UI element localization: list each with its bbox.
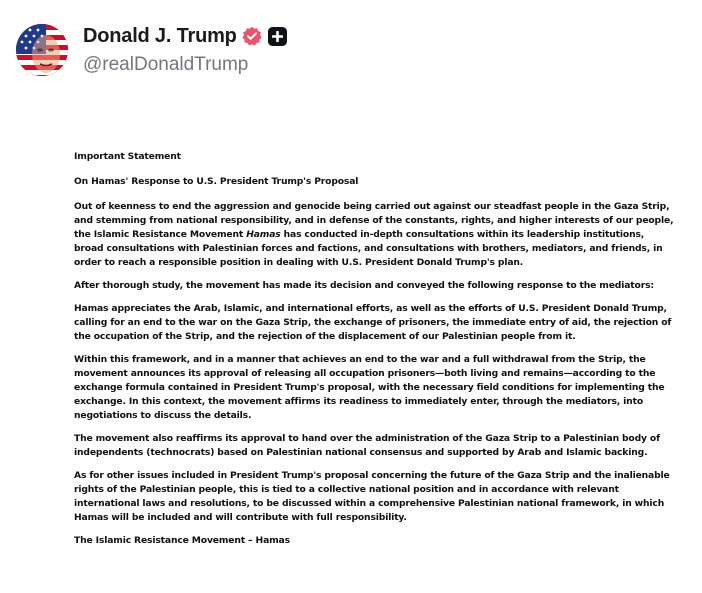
statement-document: [74, 150, 674, 557]
post-header: [16, 18, 676, 80]
statement-title: Important Statement: [74, 151, 181, 162]
statement-paragraph-4: Within this framework, and in a manner that achieves an end to the war and a full withdrawal from the Strip, the movement announces its approval of releasing all occupation prisoners—both living and remains—according to the exchange formula contained in President Trump's proposal, with the necessary field conditions for implementing the exchange. In this context, the movement affirms its readiness to immediately enter, through the mediators, into negotiations to discuss the details.: [74, 354, 665, 421]
plus-badge-icon: [268, 27, 287, 46]
user-handle[interactable]: @realDonaldTrump: [83, 54, 249, 75]
statement-paragraph-2: After thorough study, the movement has made its decision and conveyed the following response to the mediators:: [74, 280, 654, 291]
statement-paragraph-3: Hamas appreciates the Arab, Islamic, and international efforts, as well as the efforts of U.S. President Donald Trump, calling for an end to the war on the Gaza Strip, the exchange of prisoners, the immediate entry of aid, the rejection of the occupation of the Strip, and the rejection of the displacement of our Palestinian people from it.: [74, 303, 672, 342]
statement-subtitle: On Hamas' Response to U.S. President Trump's Proposal: [74, 176, 359, 187]
statement-paragraph-6: As for other issues included in President Trump's proposal concerning the future of the Gaza Strip and the inalienable rights of the Palestinian people, this is tied to a collective national position and in accordance with relevant international laws and resolutions, to be discussed within a comprehensive Palestinian national framework, in which Hamas will be included and will contribute with full responsibility.: [74, 470, 670, 523]
statement-signature: The Islamic Resistance Movement – Hamas: [74, 535, 290, 546]
paragraph-1-text-a: Out of keenness to end the aggression and genocide being carried out against our steadfast people in the Gaza Strip, and stemming from national responsibility, and in defense of the constants, rights, and higher interests of our people, the Islamic Resistance Movement: [74, 201, 674, 240]
statement-paragraph-1: [74, 200, 674, 270]
statement-paragraph-5: The movement also reaffirms its approval to hand over the administration of the Gaza Strip to a Palestinian body of independents (technocrats) based on Palestinian national consensus and supported by Arab and Islamic backing.: [74, 433, 660, 458]
verified-badge-icon: [242, 26, 262, 46]
display-name[interactable]: Donald J. Trump: [83, 24, 237, 47]
paragraph-1-text-b: has conducted in-depth consultations within its leadership institutions, broad consultations with Palestinian forces and factions, and consultations with brothers, mediators, and friends, in order to reach a responsible position in dealing with U.S. President Donald Trump's plan.: [74, 229, 663, 268]
hamas-italic: Hamas: [246, 229, 281, 240]
avatar[interactable]: [16, 24, 68, 76]
name-row: [83, 22, 287, 50]
